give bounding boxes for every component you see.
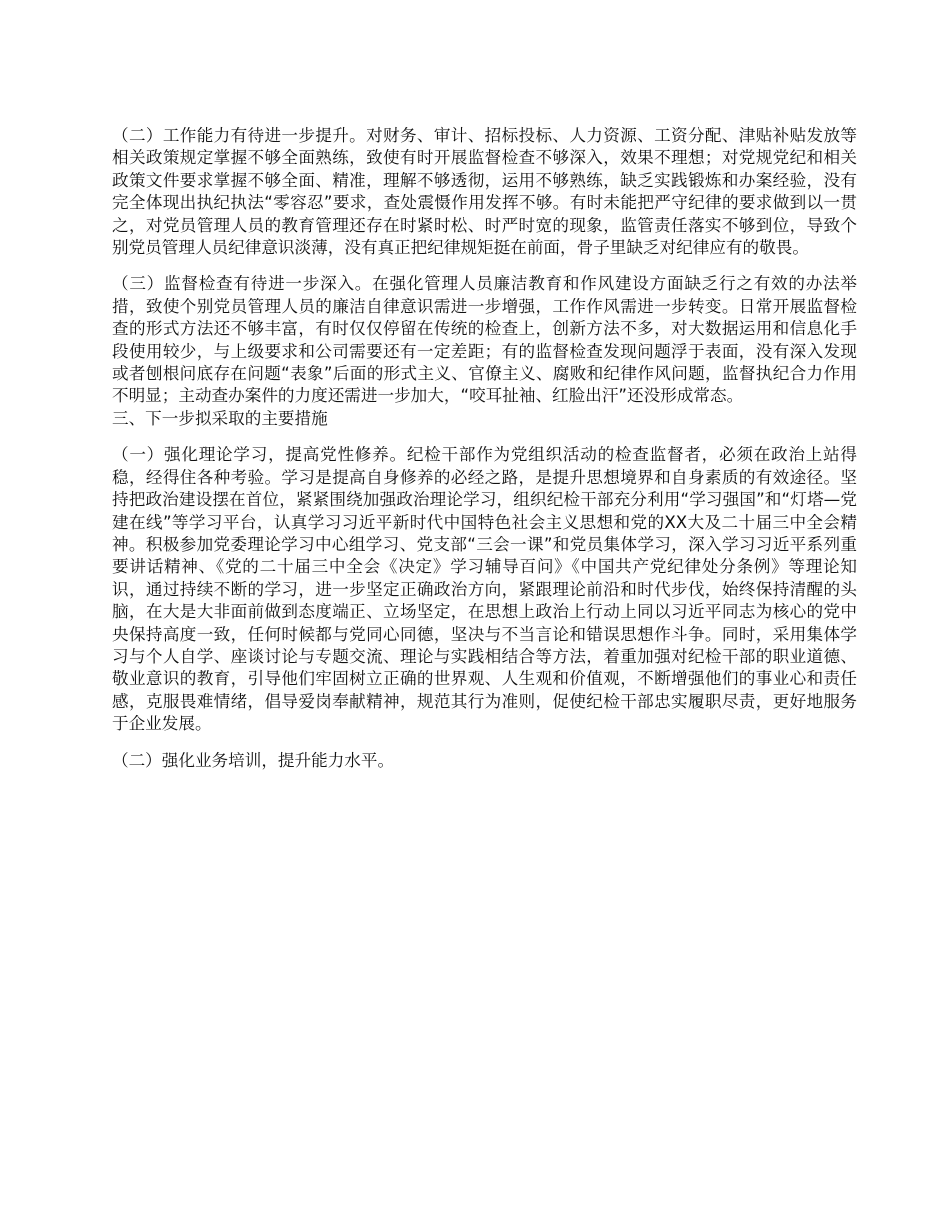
paragraph-work-ability: （二）工作能力有待进一步提升。对财务、审计、招标投标、人力资源、工资分配、津贴补贴发放等相关政策规定掌握不够全面熟练，致使有时开展监督检查不够深入，效果不理想；对党规党纪和相关政策文件要求掌握不够全面、精准，理解不够透彻，运用不够熟练，缺乏实践锻炼和办案经验，没有完全体现出执纪执法“零容忍”要求，查处震慑作用发挥不够。有时未能把严守纪律的要求做到以一贯之，对党员管理人员的教育管理还存在时紧时松、时严时宽的现象，监管责任落实不够到位，导致个别党员管理人员纪律意识淡薄，没有真正把纪律规矩挺在前面，骨子里缺乏对纪律应有的敬畏。 — [112, 126, 857, 258]
paragraph-business-training: （二）强化业务培训，提升能力水平。 — [112, 750, 395, 770]
paragraph-supervision-inspection: （三）监督检查有待进一步深入。在强化管理人员廉洁教育和作风建设方面缺乏行之有效的办法举措，致使个别党员管理人员的廉洁自律意识需进一步增强，工作作风需进一步转变。日常开展监督检查的形式方法还不够丰富，有时仅仅停留在传统的检查上，创新方法不多，对大数据运用和信息化手段使用较少，与上级要求和公司需要还有一定差距；有的监督检查发现问题浮于表面，没有深入发现或者刨根问底存在问题“表象”后面的形式主义、官僚主义、腐败和纪律作风问题，监督执纪合力作用不明显；主动查办案件的力度还需进一步加大，“咬耳扯袖、红脸出汗”还没形成常态。 — [112, 274, 857, 406]
document-body — [112, 125, 857, 772]
paragraph-theory-study: （一）强化理论学习，提高党性修养。纪检干部作为党组织活动的检查监督者，必须在政治上站得稳，经得住各种考验。学习是提高自身修养的必经之路，是提升思想境界和自身素质的有效途径。坚持把政治建设摆在首位，紧紧围绕加强政治理论学习，组织纪检干部充分利用“学习强国”和“灯塔—党建在线”等学习平台，认真学习习近平新时代中国特色社会主义思想和党的XX大及二十届三中全会精神。积极参加党委理论学习中心组学习、党支部“三会一课”和党员集体学习，深入学习习近平系列重要讲话精神、《党的二十届三中全会《决定》学习辅导百问》《中国共产党纪律处分条例》等理论知识，通过持续不断的学习，进一步坚定正确政治方向，紧跟理论前沿和时代步伐，始终保持清醒的头脑，在大是大非面前做到态度端正、立场坚定，在思想上政治上行动上同以习近平同志为核心的党中央保持高度一致，任何时候都与党同心同德，坚决与不当言论和错误思想作斗争。同时，采用集体学习与个人自学、座谈讨论与专题交流、理论与实践相结合等方法，着重加强对纪检干部的职业道德、敬业意识的教育，引导他们牢固树立正确的世界观、人生观和价值观，不断增强他们的事业心和责任感，克服畏难情绪，倡导爱岗奉献精神，规范其行为准则，促使纪检干部忠实履职尽责，更好地服务于企业发展。 — [112, 445, 857, 734]
section-heading-next-measures: 三、下一步拟采取的主要措施 — [112, 408, 328, 428]
